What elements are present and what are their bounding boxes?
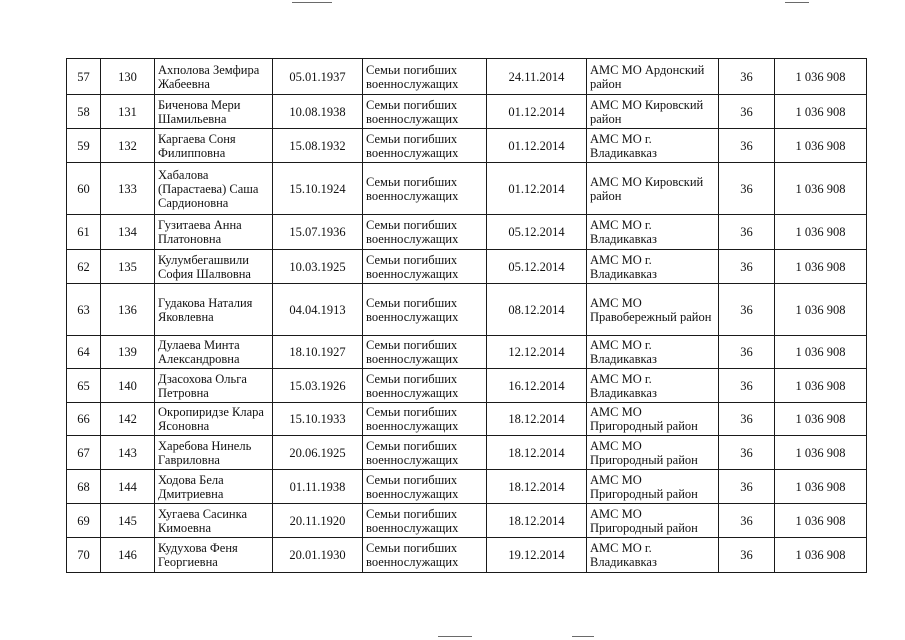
category: Семьи погибших военнослужащих — [363, 436, 487, 470]
table-row — [67, 470, 867, 504]
record-id: 133 — [101, 163, 155, 215]
birth-date: 05.01.1937 — [273, 59, 363, 95]
organization: АМС МО Кировский район — [587, 95, 719, 129]
table-row — [67, 59, 867, 95]
organization: АМС МО Пригородный район — [587, 504, 719, 538]
birth-date: 20.11.1920 — [273, 504, 363, 538]
register-table — [66, 58, 867, 573]
organization: АМС МО г. Владикавказ — [587, 369, 719, 403]
person-name: Окропиридзе Клара Ясоновна — [155, 403, 273, 436]
record-id: 136 — [101, 284, 155, 336]
record-id: 131 — [101, 95, 155, 129]
record-id: 146 — [101, 538, 155, 573]
person-name: Дзасохова Ольга Петровна — [155, 369, 273, 403]
record-date: 01.12.2014 — [487, 163, 587, 215]
category: Семьи погибших военнослужащих — [363, 250, 487, 284]
quantity: 36 — [719, 163, 775, 215]
category: Семьи погибших военнослужащих — [363, 59, 487, 95]
category: Семьи погибших военнослужащих — [363, 163, 487, 215]
birth-date: 15.03.1926 — [273, 369, 363, 403]
quantity: 36 — [719, 284, 775, 336]
row-number: 60 — [67, 163, 101, 215]
birth-date: 15.08.1932 — [273, 129, 363, 163]
birth-date: 10.08.1938 — [273, 95, 363, 129]
person-name: Хабалова (Парастаева) Саша Сардионовна — [155, 163, 273, 215]
record-date: 12.12.2014 — [487, 336, 587, 369]
row-number: 63 — [67, 284, 101, 336]
amount: 1 036 908 — [775, 336, 867, 369]
scan-artifact — [785, 2, 809, 3]
record-date: 18.12.2014 — [487, 470, 587, 504]
quantity: 36 — [719, 403, 775, 436]
row-number: 70 — [67, 538, 101, 573]
amount: 1 036 908 — [775, 215, 867, 250]
record-id: 145 — [101, 504, 155, 538]
scan-artifact — [292, 2, 332, 3]
record-id: 144 — [101, 470, 155, 504]
birth-date: 15.10.1933 — [273, 403, 363, 436]
register-body — [67, 59, 867, 573]
record-date: 05.12.2014 — [487, 215, 587, 250]
person-name: Гузитаева Анна Платоновна — [155, 215, 273, 250]
record-date: 01.12.2014 — [487, 129, 587, 163]
table-row — [67, 95, 867, 129]
organization: АМС МО Пригородный район — [587, 436, 719, 470]
birth-date: 18.10.1927 — [273, 336, 363, 369]
row-number: 68 — [67, 470, 101, 504]
birth-date: 20.06.1925 — [273, 436, 363, 470]
amount: 1 036 908 — [775, 470, 867, 504]
table-row — [67, 163, 867, 215]
quantity: 36 — [719, 95, 775, 129]
organization: АМС МО г. Владикавказ — [587, 215, 719, 250]
organization: АМС МО Пригородный район — [587, 470, 719, 504]
record-date: 16.12.2014 — [487, 369, 587, 403]
category: Семьи погибших военнослужащих — [363, 538, 487, 573]
record-date: 05.12.2014 — [487, 250, 587, 284]
record-id: 142 — [101, 403, 155, 436]
quantity: 36 — [719, 250, 775, 284]
quantity: 36 — [719, 369, 775, 403]
amount: 1 036 908 — [775, 538, 867, 573]
category: Семьи погибших военнослужащих — [363, 403, 487, 436]
quantity: 36 — [719, 215, 775, 250]
quantity: 36 — [719, 470, 775, 504]
person-name: Биченова Мери Шамильевна — [155, 95, 273, 129]
record-id: 139 — [101, 336, 155, 369]
record-date: 18.12.2014 — [487, 403, 587, 436]
category: Семьи погибших военнослужащих — [363, 470, 487, 504]
person-name: Кулумбегашвили София Шалвовна — [155, 250, 273, 284]
amount: 1 036 908 — [775, 436, 867, 470]
record-date: 24.11.2014 — [487, 59, 587, 95]
quantity: 36 — [719, 59, 775, 95]
record-date: 19.12.2014 — [487, 538, 587, 573]
category: Семьи погибших военнослужащих — [363, 284, 487, 336]
row-number: 64 — [67, 336, 101, 369]
amount: 1 036 908 — [775, 284, 867, 336]
organization: АМС МО Кировский район — [587, 163, 719, 215]
record-date: 01.12.2014 — [487, 95, 587, 129]
amount: 1 036 908 — [775, 95, 867, 129]
birth-date: 15.10.1924 — [273, 163, 363, 215]
person-name: Дулаева Минта Александровна — [155, 336, 273, 369]
organization: АМС МО г. Владикавказ — [587, 250, 719, 284]
scan-artifact — [438, 636, 472, 637]
person-name: Гудакова Наталия Яковлевна — [155, 284, 273, 336]
organization: АМС МО Ардонский район — [587, 59, 719, 95]
table-row — [67, 129, 867, 163]
record-date: 18.12.2014 — [487, 436, 587, 470]
quantity: 36 — [719, 538, 775, 573]
organization: АМС МО Правобережный район — [587, 284, 719, 336]
quantity: 36 — [719, 336, 775, 369]
table-row — [67, 369, 867, 403]
amount: 1 036 908 — [775, 163, 867, 215]
organization: АМС МО г. Владикавказ — [587, 538, 719, 573]
record-id: 134 — [101, 215, 155, 250]
record-id: 135 — [101, 250, 155, 284]
organization: АМС МО Пригородный район — [587, 403, 719, 436]
row-number: 59 — [67, 129, 101, 163]
amount: 1 036 908 — [775, 59, 867, 95]
category: Семьи погибших военнослужащих — [363, 129, 487, 163]
amount: 1 036 908 — [775, 129, 867, 163]
record-id: 140 — [101, 369, 155, 403]
row-number: 62 — [67, 250, 101, 284]
scan-artifact — [572, 636, 594, 637]
table-row — [67, 336, 867, 369]
table-row — [67, 504, 867, 538]
amount: 1 036 908 — [775, 504, 867, 538]
table-row — [67, 436, 867, 470]
quantity: 36 — [719, 129, 775, 163]
birth-date: 20.01.1930 — [273, 538, 363, 573]
organization: АМС МО г. Владикавказ — [587, 129, 719, 163]
row-number: 61 — [67, 215, 101, 250]
birth-date: 10.03.1925 — [273, 250, 363, 284]
quantity: 36 — [719, 436, 775, 470]
record-date: 08.12.2014 — [487, 284, 587, 336]
category: Семьи погибших военнослужащих — [363, 336, 487, 369]
record-id: 143 — [101, 436, 155, 470]
birth-date: 04.04.1913 — [273, 284, 363, 336]
category: Семьи погибших военнослужащих — [363, 95, 487, 129]
row-number: 58 — [67, 95, 101, 129]
table-row — [67, 538, 867, 573]
person-name: Хугаева Сасинка Кимоевна — [155, 504, 273, 538]
person-name: Ходова Бела Дмитриевна — [155, 470, 273, 504]
category: Семьи погибших военнослужащих — [363, 215, 487, 250]
table-row — [67, 284, 867, 336]
row-number: 66 — [67, 403, 101, 436]
table-row — [67, 250, 867, 284]
quantity: 36 — [719, 504, 775, 538]
category: Семьи погибших военнослужащих — [363, 369, 487, 403]
birth-date: 01.11.1938 — [273, 470, 363, 504]
row-number: 69 — [67, 504, 101, 538]
person-name: Кудухова Феня Георгиевна — [155, 538, 273, 573]
row-number: 67 — [67, 436, 101, 470]
record-id: 132 — [101, 129, 155, 163]
record-id: 130 — [101, 59, 155, 95]
amount: 1 036 908 — [775, 403, 867, 436]
row-number: 57 — [67, 59, 101, 95]
person-name: Ахполова Земфира Жабеевна — [155, 59, 273, 95]
table-row — [67, 215, 867, 250]
organization: АМС МО г. Владикавказ — [587, 336, 719, 369]
person-name: Харебова Нинель Гавриловна — [155, 436, 273, 470]
record-date: 18.12.2014 — [487, 504, 587, 538]
amount: 1 036 908 — [775, 369, 867, 403]
amount: 1 036 908 — [775, 250, 867, 284]
birth-date: 15.07.1936 — [273, 215, 363, 250]
table-row — [67, 403, 867, 436]
category: Семьи погибших военнослужащих — [363, 504, 487, 538]
row-number: 65 — [67, 369, 101, 403]
person-name: Каргаева Соня Филипповна — [155, 129, 273, 163]
